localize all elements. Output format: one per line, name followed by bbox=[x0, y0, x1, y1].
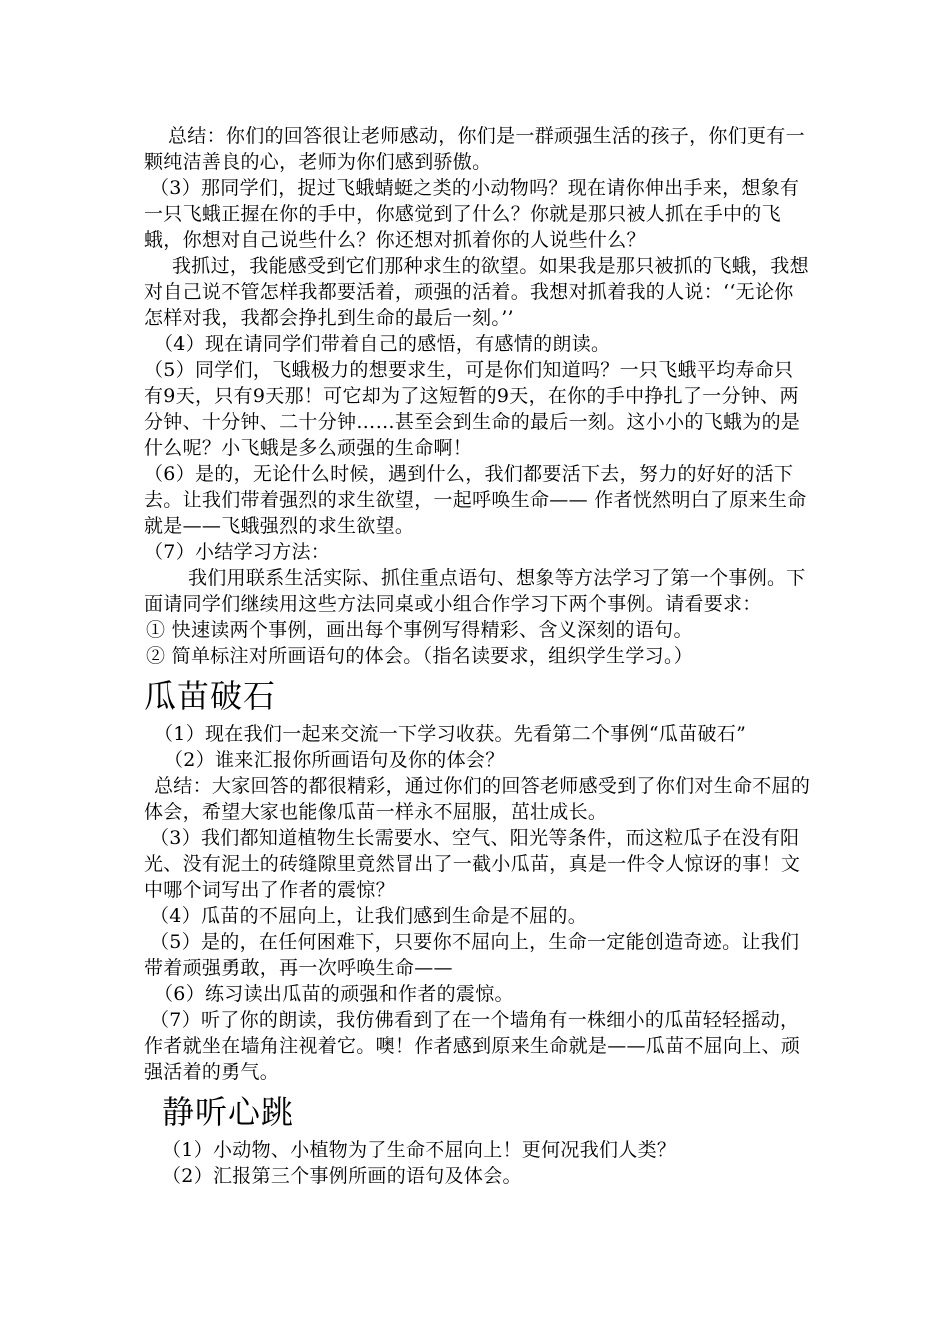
paragraph: ① 快速读两个事例，画出每个事例写得精彩、含义深刻的语句。 bbox=[146, 619, 693, 641]
paragraph: （5）同学们，飞蛾极力的想要求生，可是你们知道吗？一只飞蛾平均寿命只有9天，只有9天那！可它却为了这短暂的9天，在你的手中挣扎了一分钟、两分钟、十分钟、二十分钟……甚至会到生命的最后一刻。这小小的飞蛾为的是什么呢？小飞蛾是多么顽强的生命啊！ bbox=[144, 359, 801, 459]
paragraph: （4）瓜苗的不屈向上，让我们感到生命是不屈的。 bbox=[150, 905, 587, 927]
heading-guamiao-poshi: 瓜苗破石 bbox=[144, 677, 277, 715]
paragraph: 我们用联系生活实际、抓住重点语句、想象等方法学习了第一个事例。下面请同学们继续用这些方法同桌或小组合作学习下两个事例。请看要求： bbox=[144, 567, 806, 615]
paragraph: （7）听了你的朗读，我仿佛看到了在一个墙角有一株细小的瓜苗轻轻摇动，作者就坐在墙角注视着它。噢！作者感到原来生命就是——瓜苗不屈向上、顽强活着的勇气。 bbox=[144, 1009, 801, 1083]
paragraph: 总结：大家回答的都很精彩，通过你们的回答老师感受到了你们对生命不屈的体会，希望大家也能像瓜苗一样永不屈服，茁壮成长。 bbox=[144, 775, 811, 823]
paragraph: （4）现在请同学们带着自己的感悟，有感情的朗读。 bbox=[154, 333, 611, 355]
paragraph: （7）小结学习方法： bbox=[144, 541, 331, 563]
paragraph: （6）是的，无论什么时候，遇到什么，我们都要活下去，努力的好好的活下去。让我们带着强烈的求生欲望，一起呼唤生命—— 作者恍然明白了原来生命就是——飞蛾强烈的求生欲望。 bbox=[144, 463, 807, 537]
section-moth bbox=[144, 123, 812, 669]
paragraph: （2）谁来汇报你所画语句及你的体会？ bbox=[164, 749, 505, 771]
paragraph: （3）我们都知道植物生长需要水、空气、阳光等条件，而这粒瓜子在没有阳光、没有泥土的砖缝隙里竟然冒出了一截小瓜苗，真是一件令人惊讶的事！文中哪个词写出了作者的震惊？ bbox=[144, 827, 801, 901]
paragraph: （1）小动物、小植物为了生命不屈向上！更何况我们人类？ bbox=[162, 1139, 677, 1161]
paragraph: ② 简单标注对所画语句的体会。（指名读要求，组织学生学习。） bbox=[146, 645, 694, 667]
paragraph: （6）练习读出瓜苗的顽强和作者的震惊。 bbox=[154, 983, 514, 1005]
heading-jingting-xintiao: 静听心跳 bbox=[162, 1093, 295, 1131]
paragraph: （2）汇报第三个事例所画的语句及体会。 bbox=[162, 1165, 522, 1187]
paragraph: 我抓过，我能感受到它们那种求生的欲望。如果我是那只被抓的飞蛾，我想对自己说不管怎样我都要活着，顽强的活着。我想对抓着我的人说：‘‘无论你怎样对我，我都会挣扎到生命的最后一刻。’’ bbox=[144, 255, 809, 329]
document-body bbox=[144, 123, 812, 1189]
paragraph: （1）现在我们一起来交流一下学习收获。先看第二个事例“瓜苗破石” bbox=[154, 723, 747, 745]
paragraph: （5）是的，在任何困难下，只要你不屈向上，生命一定能创造奇迹。让我们带着顽强勇敢，再一次呼唤生命—— bbox=[144, 931, 800, 979]
paragraph: 总结：你们的回答很让老师感动，你们是一群顽强生活的孩子，你们更有一颗纯洁善良的心，老师为你们感到骄傲。 bbox=[144, 125, 805, 173]
paragraph: （3）那同学们，捉过飞蛾蜻蜓之类的小动物吗？现在请你伸出手来，想象有一只飞蛾正握在你的手中，你感觉到了什么？你就是那只被人抓在手中的飞蛾，你想对自己说些什么？你还想对抓着你的人说些什么？ bbox=[144, 177, 800, 251]
section-heartbeat bbox=[144, 1137, 812, 1189]
section-guamiao bbox=[144, 721, 812, 1085]
